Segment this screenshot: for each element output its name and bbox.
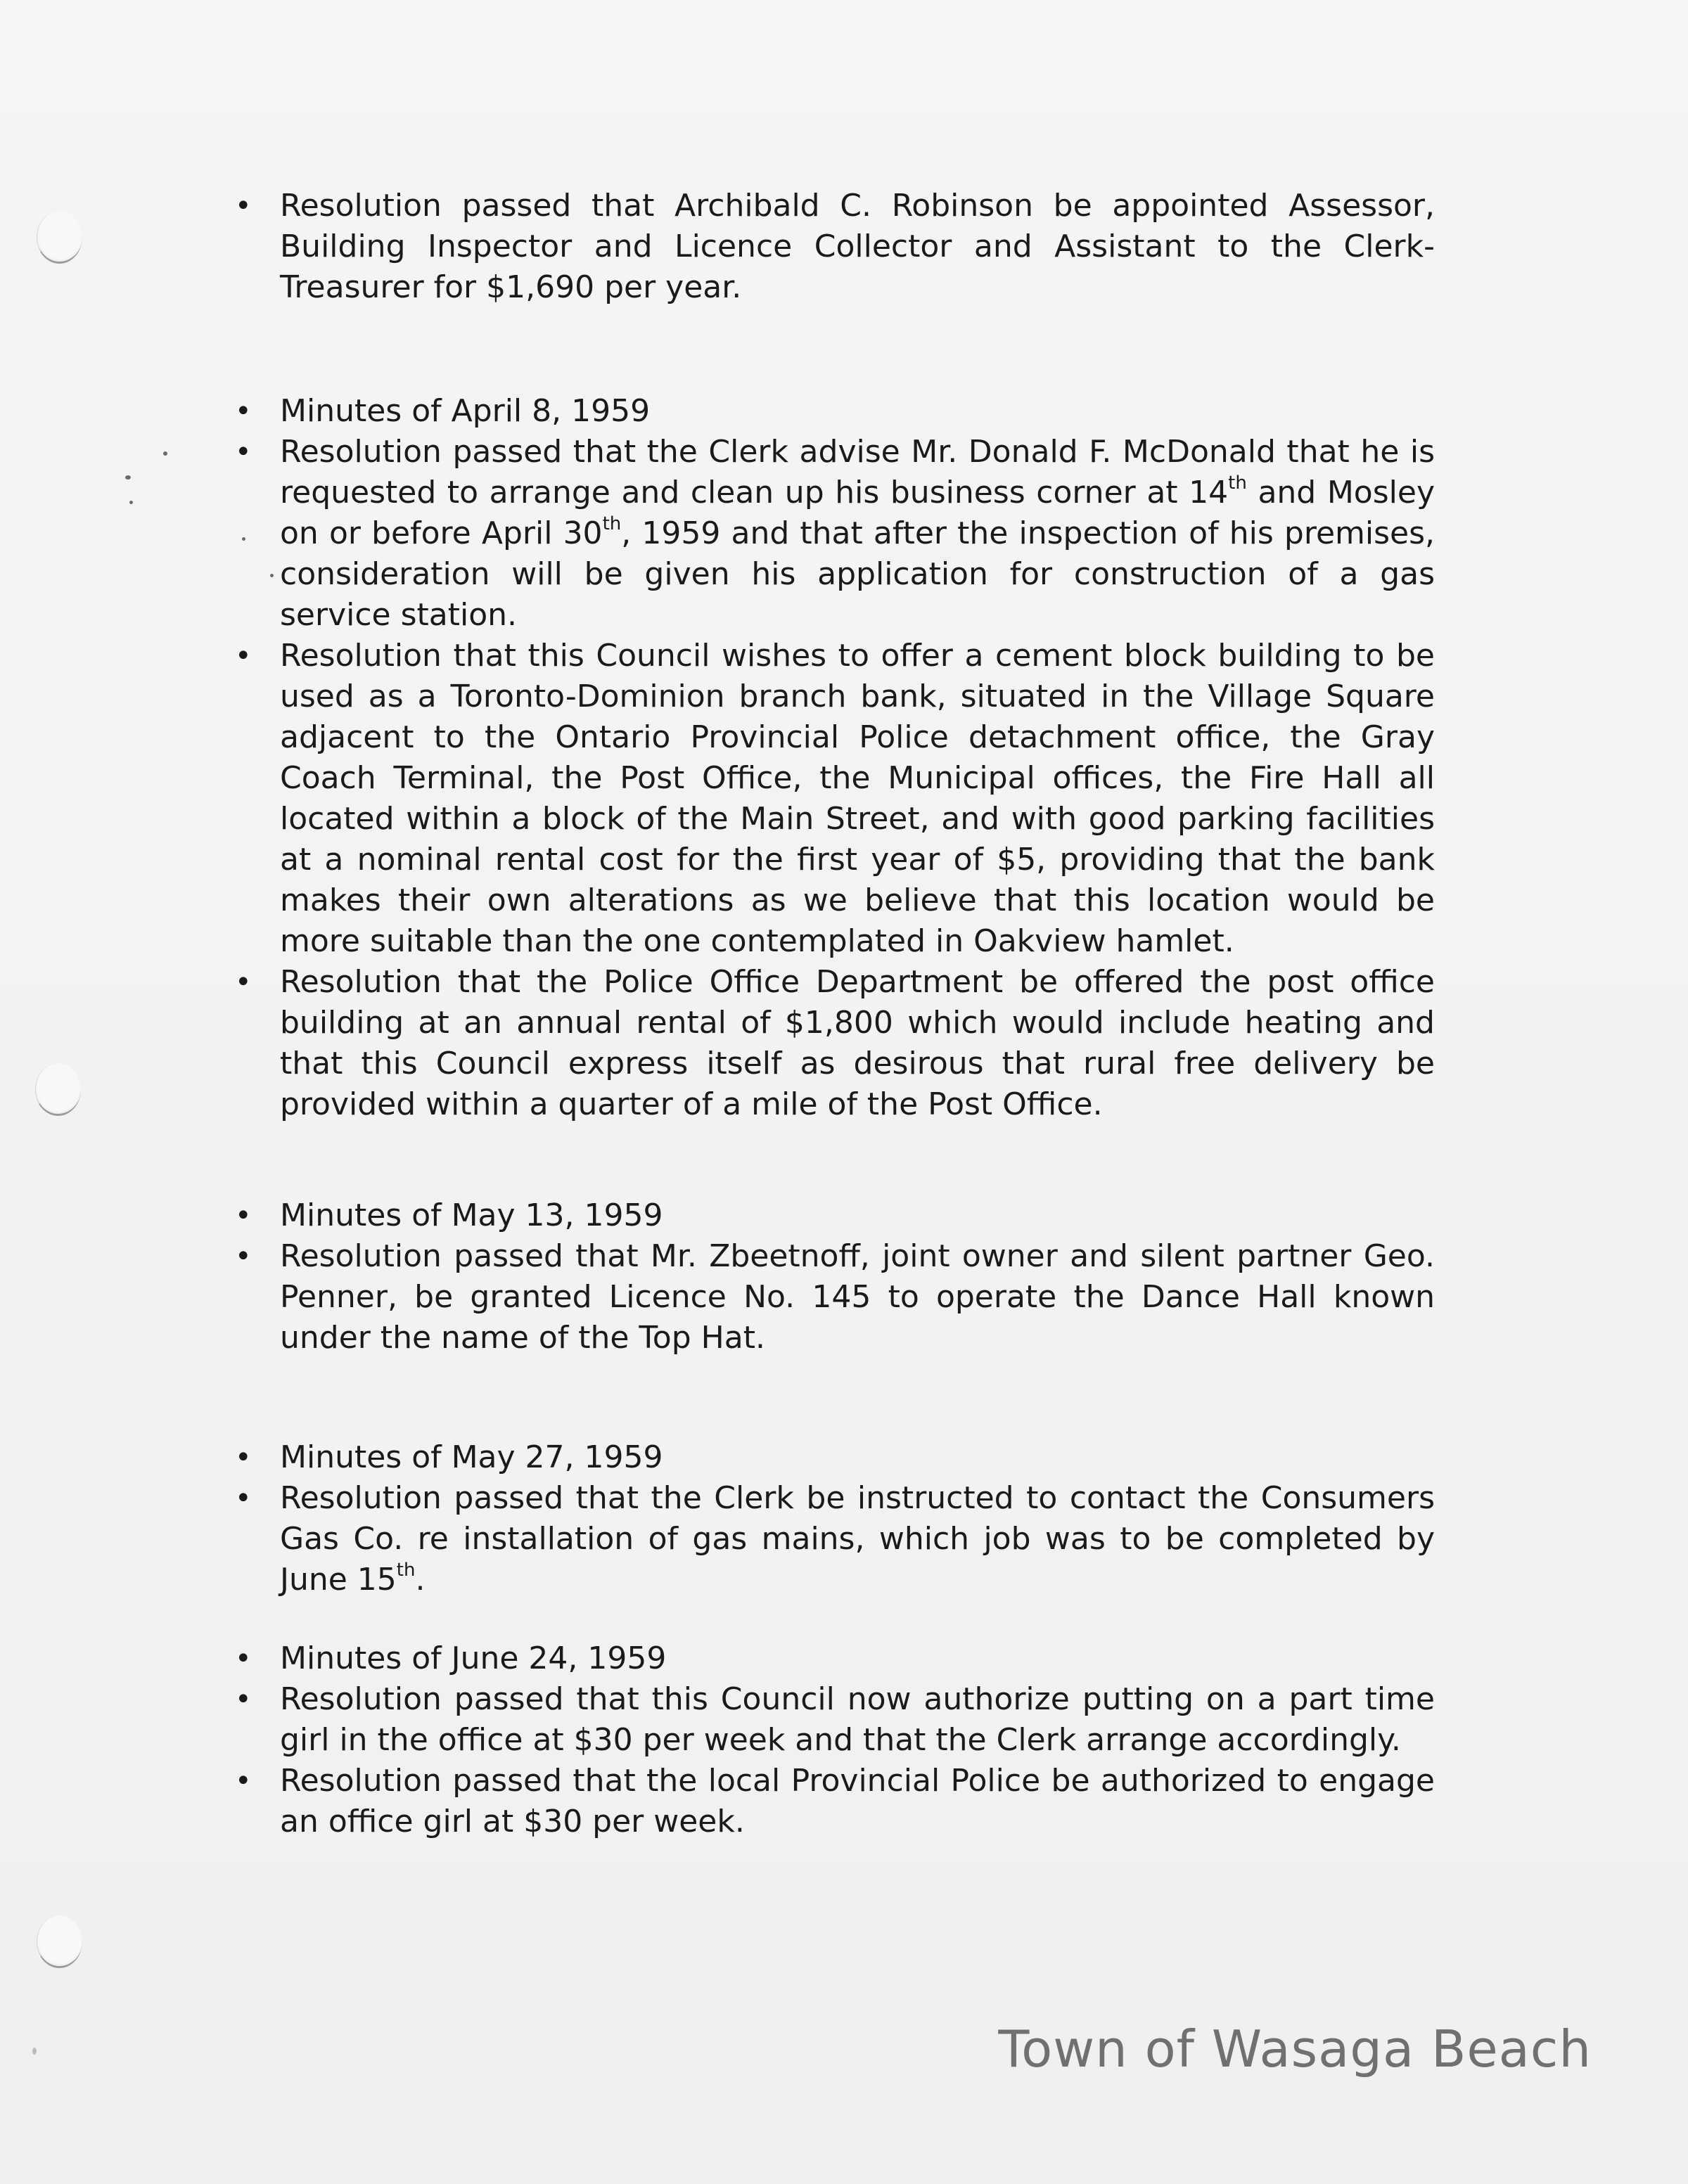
bullet-item: [225, 1437, 1435, 1478]
item-text: Resolution passed that this Council now authorize putting on a part time girl in the office at $30 per week and that the Clerk arrange accordingly.: [280, 1681, 1435, 1758]
bullet-icon: •: [235, 1765, 252, 1797]
bullet-item: [225, 432, 1435, 636]
item-text: Resolution passed that the Clerk advise Mr. Donald F. McDonald that he is requested to arrange and clean up his business corner at 14: [280, 434, 1435, 510]
bullet-item: [225, 1236, 1435, 1358]
item-text: Minutes of June 24, 1959: [280, 1640, 667, 1676]
binder-hole-middle: [35, 1063, 81, 1116]
item-text: Resolution passed that Archibald C. Robinson be appointed Assessor, Building Inspector and Licence Collector and Assistant to the Clerk-Treasurer for $1,690 per year.: [280, 188, 1435, 305]
item-text: .: [415, 1562, 426, 1598]
bullet-icon: •: [235, 1643, 252, 1675]
bullet-icon: •: [235, 1683, 252, 1716]
item-text: Minutes of May 13, 1959: [280, 1197, 663, 1233]
bullet-item: [225, 1195, 1435, 1236]
bullet-icon: •: [235, 1200, 252, 1232]
item-text: Minutes of April 8, 1959: [280, 393, 651, 429]
section-may-13-1959: [225, 1195, 1435, 1358]
item-text: , 1959 and that after the inspection of his premises, consideration will be given his application for construction of a gas service station.: [280, 515, 1436, 633]
bullet-item: [225, 1761, 1435, 1842]
bullet-icon: •: [235, 190, 252, 222]
bullet-item: [225, 391, 1435, 432]
bullet-item: [225, 962, 1435, 1125]
bullet-icon: •: [235, 436, 252, 468]
bullet-item: [225, 1638, 1435, 1679]
ordinal-suffix: th: [1228, 473, 1247, 494]
scan-speck: [125, 475, 131, 480]
bullet-icon: •: [235, 1240, 252, 1273]
section-april-8-1959: [225, 391, 1435, 1125]
section-june-24-1959: [225, 1638, 1435, 1842]
bullet-icon: •: [235, 966, 252, 998]
binder-hole-bottom: [37, 1915, 82, 1968]
section-robinson: [225, 186, 1435, 308]
scan-speck: [32, 2048, 37, 2055]
bullet-icon: •: [235, 1441, 252, 1474]
ordinal-suffix: th: [396, 1560, 416, 1581]
section-may-27-1959: [225, 1437, 1435, 1600]
item-text: Resolution passed that Mr. Zbeetnoff, joint owner and silent partner Geo. Penner, be granted Licence No. 145 to operate the Dance Hall known under the name of the Top Hat.: [280, 1238, 1435, 1356]
binder-hole-top: [37, 211, 82, 264]
item-text: Resolution that the Police Office Department be offered the post office building at an annual rental of $1,800 which would include heating and that this Council express itself as desirous that rural free delivery be provided within a quarter of a mile of the Post Office.: [280, 964, 1435, 1122]
item-text: Resolution passed that the local Provincial Police be authorized to engage an office girl at $30 per week.: [280, 1763, 1435, 1839]
bullet-item: [225, 1478, 1435, 1600]
scan-speck: [163, 451, 167, 456]
bullet-item: [225, 636, 1435, 962]
bullet-icon: •: [235, 395, 252, 428]
item-text: Resolution passed that the Clerk be instructed to contact the Consumers Gas Co. re installation of gas mains, which job was to be completed by June 15: [280, 1480, 1435, 1598]
scan-speck: [129, 501, 133, 504]
item-text: and Mosley on or before April 30: [280, 475, 1435, 551]
ordinal-suffix: th: [602, 513, 622, 534]
town-watermark: Town of Wasaga Beach: [998, 2019, 1592, 2079]
bullet-item: [225, 1679, 1435, 1761]
item-text: Resolution that this Council wishes to offer a cement block building to be used as a Toronto-Dominion branch bank, situated in the Village Square adjacent to the Ontario Provincial Police detachment office, the Gray Coach Terminal, the Post Office, the Municipal offices, the Fire Hall all located within a block of the Main Street, and with good parking facilities at a nominal rental cost for the first year of $5, providing that the bank makes their own alterations as we believe that this location would be more suitable than the one contemplated in Oakview hamlet.: [280, 638, 1435, 959]
bullet-icon: •: [235, 1482, 252, 1515]
bullet-item: [225, 186, 1435, 308]
bullet-icon: •: [235, 640, 252, 672]
item-text: Minutes of May 27, 1959: [280, 1439, 663, 1475]
